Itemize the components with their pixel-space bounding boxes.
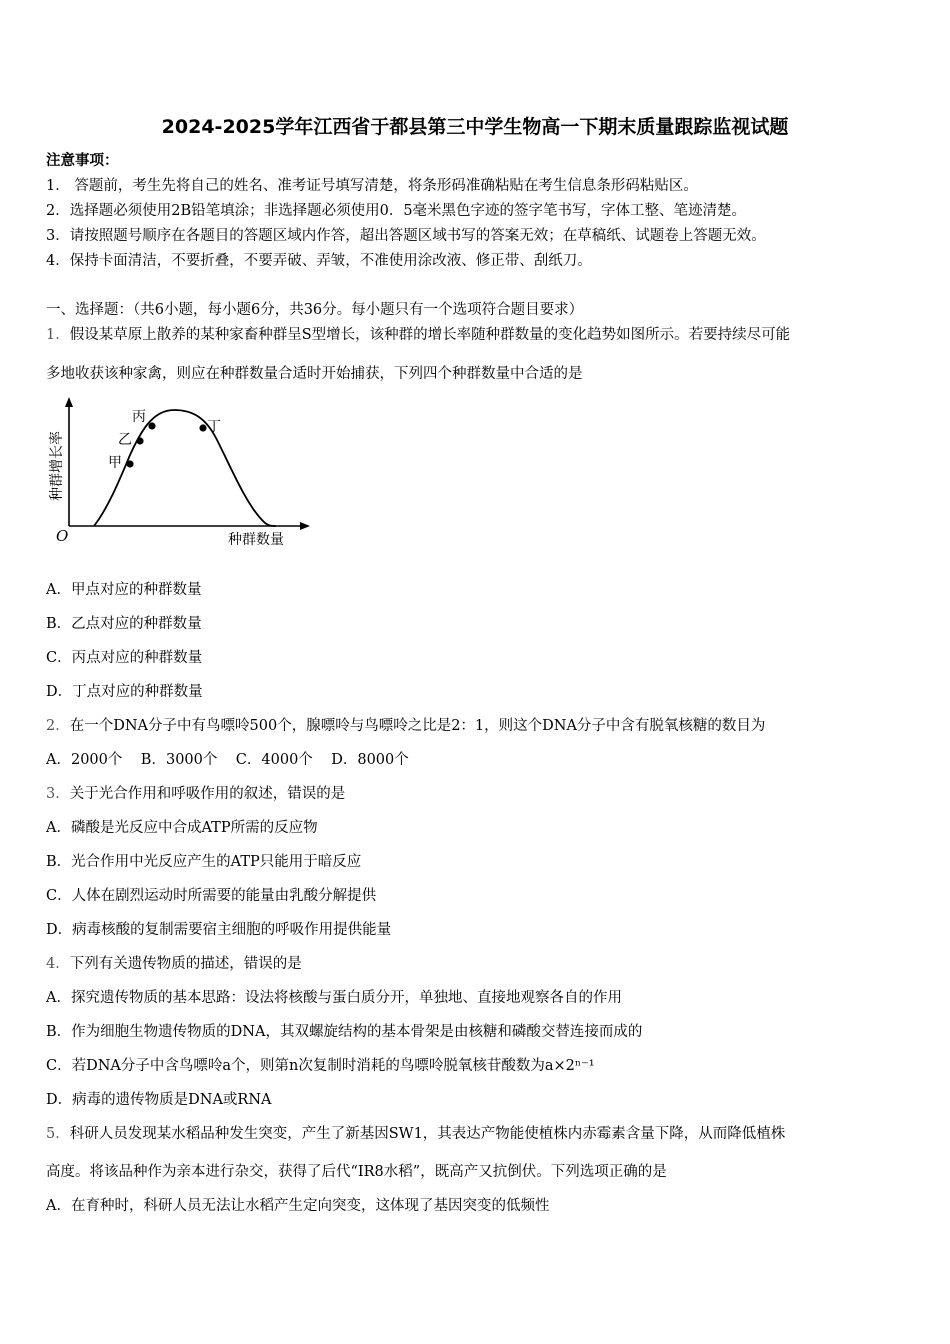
- question-text: 科研人员发现某水稻品种发生突变，产生了新基因SW1，其表达产物能使植株内赤霉素含量下降，从而降低植株: [69, 1126, 786, 1142]
- option-c: C．丙点对应的种群数量: [46, 650, 203, 666]
- question-number: 3．: [46, 786, 70, 802]
- question-number: 1．: [46, 327, 70, 343]
- option-a: A．甲点对应的种群数量: [46, 582, 202, 598]
- option-a: A．在育种时，科研人员无法让水稻产生定向突变，这体现了基因突变的低频性: [46, 1198, 550, 1214]
- notice-item: 4．保持卡面清洁，不要折叠，不要弄破、弄皱，不准使用涂改液、修正带、刮纸刀。: [46, 253, 592, 269]
- question-number: 5．: [46, 1126, 70, 1142]
- x-axis-arrow: [300, 522, 310, 530]
- option-d: D．病毒的遗传物质是DNA或RNA: [46, 1092, 272, 1108]
- point-yi: [136, 437, 143, 444]
- option-d: D．丁点对应的种群数量: [46, 684, 203, 700]
- option-d: D．病毒核酸的复制需要宿主细胞的呼吸作用提供能量: [46, 922, 392, 938]
- question-4: [46, 954, 302, 974]
- option-b: B．作为细胞生物遗传物质的DNA，其双螺旋结构的基本骨架是由核糖和磷酸交替连接而成的: [46, 1024, 643, 1040]
- question-2: [46, 716, 765, 736]
- point-bing: [148, 422, 155, 429]
- option-a: A．磷酸是光反应中合成ATP所需的反应物: [46, 820, 318, 836]
- question-number: 4．: [46, 956, 70, 972]
- option-b: B．光合作用中光反应产生的ATP只能用于暗反应: [46, 854, 362, 870]
- question-text: 关于光合作用和呼吸作用的叙述，错误的是: [69, 786, 346, 802]
- point-label: 丁: [207, 419, 221, 435]
- notice-item: 3．请按照题号顺序在各题目的答题区域内作答，超出答题区域书写的答案无效；在草稿纸、试题卷上答题无效。: [46, 228, 766, 244]
- page-title: 2024-2025学年江西省于都县第三中学生物高一下期末质量跟踪监视试题: [161, 116, 789, 138]
- x-axis-label: 种群数量: [228, 532, 284, 548]
- question-text: 假设某草原上散养的某种家畜种群呈S型增长，该种群的增长率随种群数量的变化趋势如图所示。若要持续尽可能: [69, 327, 791, 343]
- question-1-cont: 多地收获该种家禽，则应在种群数量合适时开始捕获，下列四个种群数量中合适的是: [46, 366, 583, 382]
- option-b: B．乙点对应的种群数量: [46, 616, 202, 632]
- notice-item: 1． 答题前，考生先将自己的姓名、准考证号填写清楚，将条形码准确粘贴在考生信息条形码粘贴区。: [46, 178, 698, 194]
- option-c: C．人体在剧烈运动时所需要的能量由乳酸分解提供: [46, 888, 377, 904]
- point-label: 甲: [108, 455, 122, 471]
- point-label: 丙: [132, 409, 146, 425]
- question-5: [46, 1124, 785, 1144]
- question-3: [46, 784, 345, 804]
- question-text: 下列有关遗传物质的描述，错误的是: [69, 956, 302, 972]
- growth-rate-chart: [44, 393, 314, 553]
- point-jia: [126, 460, 133, 467]
- notice-heading: 注意事项：: [46, 152, 119, 169]
- option-c: C．若DNA分子中含鸟嘌呤a个，则第n次复制时消耗的鸟嘌呤脱氧核苷酸数为a×2ⁿ⁻¹: [46, 1058, 595, 1074]
- y-axis-arrow: [65, 397, 73, 407]
- notice-item: 2．选择题必须使用2B铅笔填涂；非选择题必须使用0．5毫米黑色字迹的签字笔书写，字体工整、笔迹清楚。: [46, 203, 747, 219]
- question-5-cont: 高度。将该品种作为亲本进行杂交，获得了后代“IR8水稻”，既高产又抗倒伏。下列选项正确的是: [46, 1164, 667, 1180]
- point-ding: [199, 424, 206, 431]
- origin-label: O: [56, 527, 69, 545]
- options-row: A．2000个 B．3000个 C．4000个 D．8000个: [46, 752, 409, 768]
- section-heading: 一、选择题：（共6小题，每小题6分，共36分。每小题只有一个选项符合题目要求）: [46, 302, 584, 318]
- question-text: 在一个DNA分子中有鸟嘌呤500个，腺嘌呤与鸟嘌呤之比是2：1，则这个DNA分子中含有脱氧核糖的数目为: [69, 718, 766, 734]
- point-label: 乙: [118, 432, 132, 448]
- y-axis-label: 种群增长率: [49, 431, 65, 501]
- question-1: [46, 325, 790, 345]
- option-a: A．探究遗传物质的基本思路：设法将核酸与蛋白质分开，单独地、直接地观察各自的作用: [46, 990, 622, 1006]
- question-number: 2．: [46, 718, 70, 734]
